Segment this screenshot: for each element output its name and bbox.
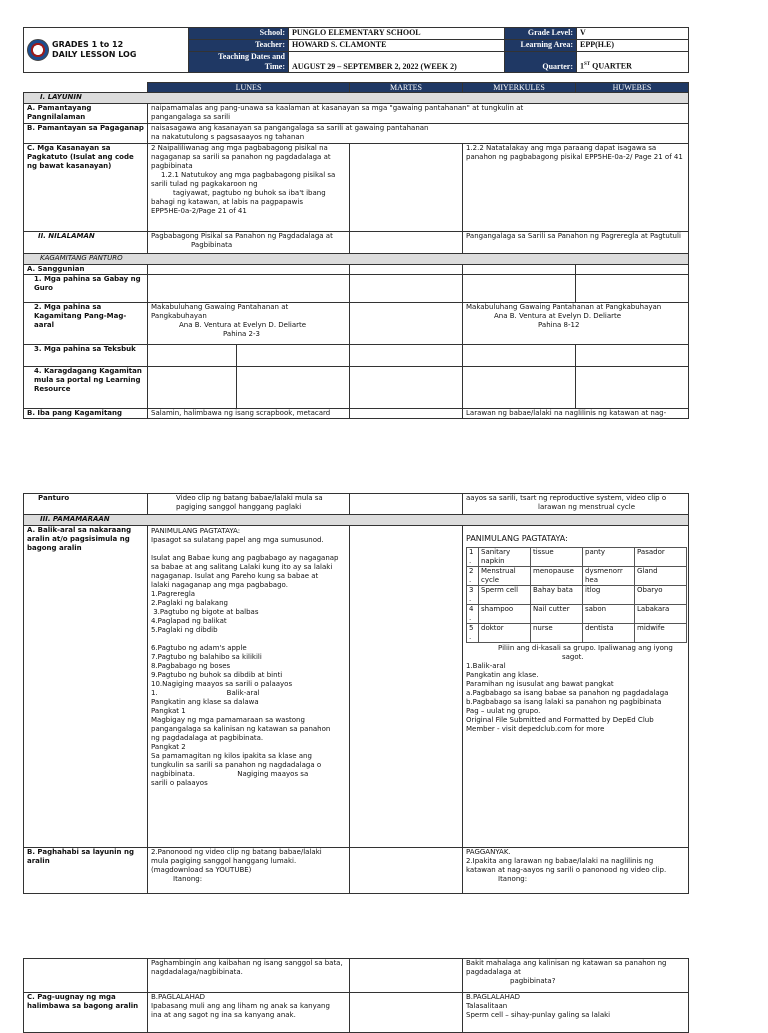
- paghahabi-lunes-4: Itanong:: [173, 875, 203, 883]
- huwebes-line: Pangkatin ang klase.: [466, 671, 539, 679]
- lunes-line: Pangkat 1: [151, 707, 186, 715]
- teksbuk-miyerkules: [463, 345, 576, 367]
- grid-cell: nurse: [531, 624, 583, 643]
- lunes-line: 7.Pagtubo ng balahibo sa kilikili: [151, 653, 262, 661]
- grid-cell: itlog: [583, 586, 635, 605]
- sanggunian-huwebes: [576, 265, 689, 275]
- gabay-guro-miyerkules: [463, 275, 576, 303]
- pamantayan-pagaganap-label: B. Pamantayan sa Pagaganap: [24, 124, 148, 144]
- lm-lunes-1: Makabuluhang Gawaing Pantahanan at Pangkabuhayan: [151, 303, 289, 320]
- area-label: Learning Area:: [505, 40, 577, 52]
- dates-value: AUGUST 29 – SEPTEMBER 2, 2022 (WEEK 2): [289, 52, 505, 73]
- paghahambing-label: [24, 959, 148, 993]
- lunes-line: 8.Pagbabago ng boses: [151, 662, 231, 670]
- quarter-text: QUARTER: [590, 62, 632, 71]
- day-lunes: LUNES: [148, 83, 350, 93]
- grid-cell: menopause: [531, 567, 583, 586]
- kagamitan-heading: KAGAMITANG PANTURO: [24, 254, 689, 265]
- nilalaman-lunes: [148, 232, 350, 254]
- iba-kagamitan-martes: [350, 409, 463, 419]
- title-line1: GRADES 1 to 12: [52, 40, 124, 49]
- grid-cell: 1 .: [467, 548, 479, 567]
- grid-cell: Sanitary napkin: [479, 548, 531, 567]
- grid-cell: Bahay bata: [531, 586, 583, 605]
- teacher-value: HOWARD S. CLAMONTE: [289, 40, 505, 52]
- pag-uugnay-huwebes-3: Sperm cell – sihay-punlay galing sa lalaki: [466, 1011, 611, 1019]
- huwebes-line: b.Pagbabago sa isang lalaki sa panahon ng pagbibinata: [466, 698, 662, 706]
- karagdagang-lunes-a: [148, 367, 237, 409]
- day-miyerkules: MIYERKULES: [463, 83, 576, 93]
- kasanayan-martes: [350, 144, 463, 232]
- kasanayan-lunes-2: 1.2.1 Natutukoy ang mga pagbabagong pisikal sa sarili tulad ng pagkakaroon ng: [151, 171, 336, 188]
- paghahambing-huwebes-2: pagbibinata?: [510, 977, 556, 985]
- grade-value: V: [577, 28, 689, 40]
- karagdagang-miyerkules: [463, 367, 576, 409]
- huwebes-line: sagot.: [562, 653, 584, 661]
- dates-label: [189, 52, 289, 73]
- pag-uugnay-lunes-3: ina at ang sagot ng ina sa kanyang anak.: [151, 1011, 296, 1019]
- balik-aral-miyerkules: [350, 526, 463, 848]
- pamantayang-pangnilalaman-text: naipamamalas ang pang-unawa sa kaalaman at kasanayan sa mga "gawaing pantahanan" at tungkulin at pangangalaga sa sarili: [148, 104, 689, 124]
- grid-row: [467, 548, 687, 567]
- paghahabi-lunes-3: (magdownload sa YOUTUBE): [151, 866, 252, 874]
- lunes-line: PANIMULANG PAGTATAYA:: [151, 527, 241, 535]
- quarter-value: [577, 52, 689, 73]
- lm-huwebes-3: Pahina 8-12: [538, 321, 580, 329]
- grid-cell: midwife: [635, 624, 687, 643]
- grid-cell: Menstrual cycle: [479, 567, 531, 586]
- karagdagang-martes: [350, 367, 463, 409]
- panturo-huwebes-1: aayos sa sarili, tsart ng reproductive system, video clip o: [466, 494, 667, 502]
- balik-aral-lunes: [148, 526, 350, 848]
- nilalaman-martes: [350, 232, 463, 254]
- grid-cell: Labakara: [635, 605, 687, 624]
- grid-cell: 3 .: [467, 586, 479, 605]
- iba-kagamitan-huwebes: Larawan ng babae/lalaki na naglilinis ng katawan at nag-: [463, 409, 689, 419]
- grid-cell: Pasador: [635, 548, 687, 567]
- pag-uugnay-huwebes-2: Talasalitaan: [466, 1002, 508, 1010]
- quarter-label: Quarter:: [505, 52, 577, 73]
- grid-cell: Gland: [635, 567, 687, 586]
- lm-lunes-2: Ana B. Ventura at Evelyn D. Deliarte: [179, 321, 307, 329]
- lunes-line: 10.Nagiging maayos sa sarili o palaayos: [151, 680, 293, 688]
- paghahabi-huwebes-3: katawan at nag-aayos ng sarili o panonood ng video clip.: [466, 866, 667, 874]
- day-martes: MARTES: [350, 83, 463, 93]
- quarter-num: 1: [580, 62, 584, 71]
- grid-cell: 5 .: [467, 624, 479, 643]
- sanggunian-miyerkules: [463, 265, 576, 275]
- panimulang-pagtataya-heading: PANIMULANG PAGTATAYA:: [466, 534, 568, 543]
- pag-uugnay-huwebes-1: B.PAGLALAHAD: [466, 993, 521, 1001]
- paghahabi-huwebes-4: Itanong:: [498, 875, 528, 883]
- gabay-guro-martes: [350, 275, 463, 303]
- lesson-table-page1: [23, 82, 689, 419]
- lm-lunes-3: Pahina 2-3: [223, 330, 260, 338]
- sanggunian-martes: [350, 265, 463, 275]
- lunes-line: Sa pamamagitan ng kilos ipakita sa klase ang: [151, 752, 312, 760]
- paghahabi-huwebes-2: 2.Ipakita ang larawan ng babae/lalaki na naglilinis ng: [466, 857, 654, 865]
- lunes-line: [151, 545, 346, 554]
- grid-cell: 4 .: [467, 605, 479, 624]
- kagamitang-mag-aaral-label: 2. Mga pahina sa Kagamitang Pang-Mag-aaral: [24, 303, 148, 345]
- grid-cell: Obaryo: [635, 586, 687, 605]
- sanggunian-lunes: [148, 265, 350, 275]
- lunes-line: tungkulin sa sarili sa panahon ng nagdadalaga o: [151, 761, 322, 769]
- teksbuk-martes: [350, 345, 463, 367]
- layunin-heading: I. LAYUNIN: [24, 93, 689, 104]
- grade-label: Grade Level:: [505, 28, 577, 40]
- iba-kagamitan-lunes: Salamin, halimbawa ng isang scrapbook, metacard: [148, 409, 350, 419]
- kasanayan-huwebes: 1.2.2 Natatalakay ang mga paraang dapat isagawa sa panahon ng pagbabagong pisikal EPP5HE-0a-2/ Page 21 of 41: [463, 144, 689, 232]
- lesson-table-page3: [23, 958, 689, 1033]
- lunes-line: 5.Paglaki ng dibdib: [151, 626, 218, 634]
- pag-uugnay-lunes-1: B.PAGLALAHAD: [151, 993, 206, 1001]
- paghahabi-label: B. Paghahabi sa layunin ng aralin: [24, 848, 148, 894]
- lunes-line: Magbigay ng mga pamamaraan sa wastong: [151, 716, 305, 724]
- balik-aral-label: A. Balik-aral sa nakaraang aralin at/o pagsisimula ng bagong aralin: [24, 526, 148, 848]
- paghahabi-lunes-1: 2.Panonood ng video clip ng batang babae/lalaki: [151, 848, 322, 856]
- kasanayan-label: C. Mga Kasanayan sa Pagkatuto (Isulat ang code ng bawat kasanayan): [24, 144, 148, 232]
- grid-row: [467, 586, 687, 605]
- kagamitang-mag-aaral-martes: [350, 303, 463, 345]
- grid-cell: doktor: [479, 624, 531, 643]
- deped-seal-icon: [27, 39, 49, 61]
- kasanayan-lunes-3: tagiyawat, pagtubo ng buhok sa iba't ibang bahagi ng katawan, at labis na pagpapawis: [151, 189, 326, 206]
- lunes-line: pangangalaga sa kalinisan ng katawan sa panahon: [151, 725, 331, 733]
- grid-row: [467, 567, 687, 586]
- huwebes-line: Pag – uulat ng grupo.: [466, 707, 541, 715]
- balik-aral-huwebes: [463, 526, 689, 848]
- header-table: [23, 27, 689, 73]
- area-value: EPP(H.E): [577, 40, 689, 52]
- grid-cell: dentista: [583, 624, 635, 643]
- dll-title: [24, 28, 189, 73]
- grid-cell: Nail cutter: [531, 605, 583, 624]
- lunes-line: ng pagdadalaga at pagbibinata.: [151, 734, 264, 742]
- gabay-guro-label: 1. Mga pahina sa Gabay ng Guro: [24, 275, 148, 303]
- panturo-lunes: Video clip ng batang babae/lalaki mula sa pagiging sanggol hanggang paglaki: [148, 494, 350, 515]
- teacher-label: Teacher:: [189, 40, 289, 52]
- teksbuk-lunes-a: [148, 345, 237, 367]
- grid-row: [467, 605, 687, 624]
- grid-cell: Sperm cell: [479, 586, 531, 605]
- huwebes-line: Member - visit depedclub.com for more: [466, 725, 605, 733]
- balik-aral-huwebes-text: [466, 644, 685, 734]
- dates-label-2: Time:: [264, 62, 285, 71]
- lunes-line: 4.Paglapad ng balikat: [151, 617, 227, 625]
- gabay-guro-lunes: [148, 275, 350, 303]
- paghahabi-huwebes: [463, 848, 689, 894]
- panturo-miyerkules: [350, 494, 463, 515]
- lunes-line: 2.Paglaki ng balakang: [151, 599, 228, 607]
- panturo-huwebes: [463, 494, 689, 515]
- paghahabi-lunes-2: mula pagiging sanggol hanggang lumaki.: [151, 857, 297, 865]
- kagamitang-mag-aaral-lunes: [148, 303, 350, 345]
- lunes-line: sa babae at ang salitang Lalaki kung ito ay sa lalaki: [151, 563, 333, 571]
- lunes-line: 6.Pagtubo ng adam's apple: [151, 644, 247, 652]
- lunes-line: [151, 635, 346, 644]
- paghahambing-miyerkules: [350, 959, 463, 993]
- grid-cell: dysmenorr hea: [583, 567, 635, 586]
- panturo-label: Panturo: [24, 494, 148, 515]
- pag-uugnay-lunes-2: Ipabasang muli ang ang liham ng anak sa kanyang: [151, 1002, 330, 1010]
- lunes-line: Pangkatin ang klase sa dalawa: [151, 698, 259, 706]
- pagtataya-grid: [466, 547, 687, 643]
- kasanayan-lunes: [148, 144, 350, 232]
- huwebes-line: Piliin ang di-kasali sa grupo. Ipaliwanag ang iyong: [498, 644, 673, 652]
- paghahabi-huwebes-1: PAGGANYAK.: [466, 848, 511, 856]
- pag-uugnay-lunes: [148, 993, 350, 1033]
- lesson-table-page2: [23, 493, 689, 894]
- huwebes-line: a.Pagbabago sa isang babae sa panahon ng pagdadalaga: [466, 689, 669, 697]
- huwebes-line: Original File Submitted and Formatted by DepEd Club: [466, 716, 654, 724]
- gabay-guro-huwebes: [576, 275, 689, 303]
- kasanayan-lunes-1: 2 Naipaliliwanag ang mga pagbabagong pisikal na nagaganap sa sarili sa panahon ng pagdadalaga at pagbibinata: [151, 144, 331, 170]
- nilalaman-huwebes: Pangangalaga sa Sarili sa Panahon ng Pagreregla at Pagtutuli: [463, 232, 689, 254]
- karagdagang-lunes-b: [237, 367, 350, 409]
- karagdagang-kagamitan-label: 4. Karagdagang Kagamitan mula sa portal ng Learning Resource: [24, 367, 148, 409]
- lunes-line: nagaganap. Isulat ang Pareho kung sa babae at: [151, 572, 319, 580]
- nilalaman-lunes-1: Pagbabagong Pisikal sa Panahon ng Pagdadalaga at: [151, 232, 333, 240]
- pamantayan-pagaganap-text: naisasagawa ang kasanayan sa pangangalaga sa sarili at gawaing pantahanan na nakatutulong s pagsasaayos ng tahanan: [148, 124, 689, 144]
- paghahabi-miyerkules: [350, 848, 463, 894]
- pag-uugnay-huwebes: [463, 993, 689, 1033]
- school-value: PUNGLO ELEMENTARY SCHOOL: [289, 28, 505, 40]
- pamantayang-pangnilalaman-label: A. Pamantayang Pangnilalaman: [24, 104, 148, 124]
- quarter-sup: ST: [584, 62, 591, 68]
- paghahambing-huwebes: [463, 959, 689, 993]
- lunes-line: nagbibinata. Nagiging maayos sa: [151, 770, 309, 778]
- grid-cell: 2 .: [467, 567, 479, 586]
- lm-huwebes-1: Makabuluhang Gawaing Pantahanan at Pangkabuhayan: [466, 303, 662, 311]
- title-line2: DAILY LESSON LOG: [52, 50, 137, 59]
- lm-huwebes-2: Ana B. Ventura at Evelyn D. Deliarte: [494, 312, 622, 320]
- pag-uugnay-label: C. Pag-uugnay ng mga halimbawa sa bagong aralin: [24, 993, 148, 1033]
- school-label: School:: [189, 28, 289, 40]
- lunes-line: 1.Pagreregla: [151, 590, 196, 598]
- grid-row: [467, 624, 687, 643]
- kagamitang-mag-aaral-huwebes: [463, 303, 689, 345]
- lunes-line: lalaki nagaganap ang mga pagbabago.: [151, 581, 288, 589]
- teksbuk-huwebes: [576, 345, 689, 367]
- grid-cell: shampoo: [479, 605, 531, 624]
- iba-kagamitan-label: B. Iba pang Kagamitang: [24, 409, 148, 419]
- grid-cell: tissue: [531, 548, 583, 567]
- pag-uugnay-miyerkules: [350, 993, 463, 1033]
- paghahambing-lunes: Paghambingin ang kaibahan ng isang sanggol sa bata, nagdadalaga/nagbibinata.: [148, 959, 350, 993]
- lunes-line: sarili o palaayos: [151, 779, 208, 787]
- lunes-line: 9.Pagtubo ng buhok sa dibdib at binti: [151, 671, 283, 679]
- grid-cell: panty: [583, 548, 635, 567]
- paghahabi-lunes: [148, 848, 350, 894]
- lunes-line: 1. Balik-aral: [151, 689, 260, 697]
- lunes-line: Ipasagot sa sulatang papel ang mga sumusunod.: [151, 536, 324, 544]
- paghahambing-huwebes-1: Bakit mahalaga ang kalinisan ng katawan sa panahon ng pagdadalaga at: [466, 959, 667, 976]
- nilalaman-label: II. NILALAMAN: [24, 232, 148, 254]
- teksbuk-lunes-b: [237, 345, 350, 367]
- panturo-huwebes-2: larawan ng menstrual cycle: [538, 503, 636, 511]
- lunes-line: Isulat ang Babae kung ang pagbabago ay nagaganap: [151, 554, 339, 562]
- teksbuk-label: 3. Mga pahina sa Teksbuk: [24, 345, 148, 367]
- lunes-line: Pangkat 2: [151, 743, 186, 751]
- karagdagang-huwebes: [576, 367, 689, 409]
- pamamaraan-heading: III. PAMAMARAAN: [24, 515, 689, 526]
- lunes-line: 3.Pagtubo ng bigote at balbas: [151, 608, 259, 616]
- huwebes-line: 1.Balik-aral: [466, 662, 506, 670]
- huwebes-line: Paramihan ng isusulat ang bawat pangkat: [466, 680, 614, 688]
- nilalaman-lunes-2: Pagbibinata: [191, 241, 233, 249]
- kasanayan-lunes-4: EPP5HE-0a-2/Page 21 of 41: [151, 207, 247, 215]
- dates-label-1: Teaching Dates and: [218, 52, 285, 61]
- sanggunian-label: A. Sanggunian: [24, 265, 148, 275]
- day-huwebes: HUWEBES: [576, 83, 689, 93]
- grid-cell: sabon: [583, 605, 635, 624]
